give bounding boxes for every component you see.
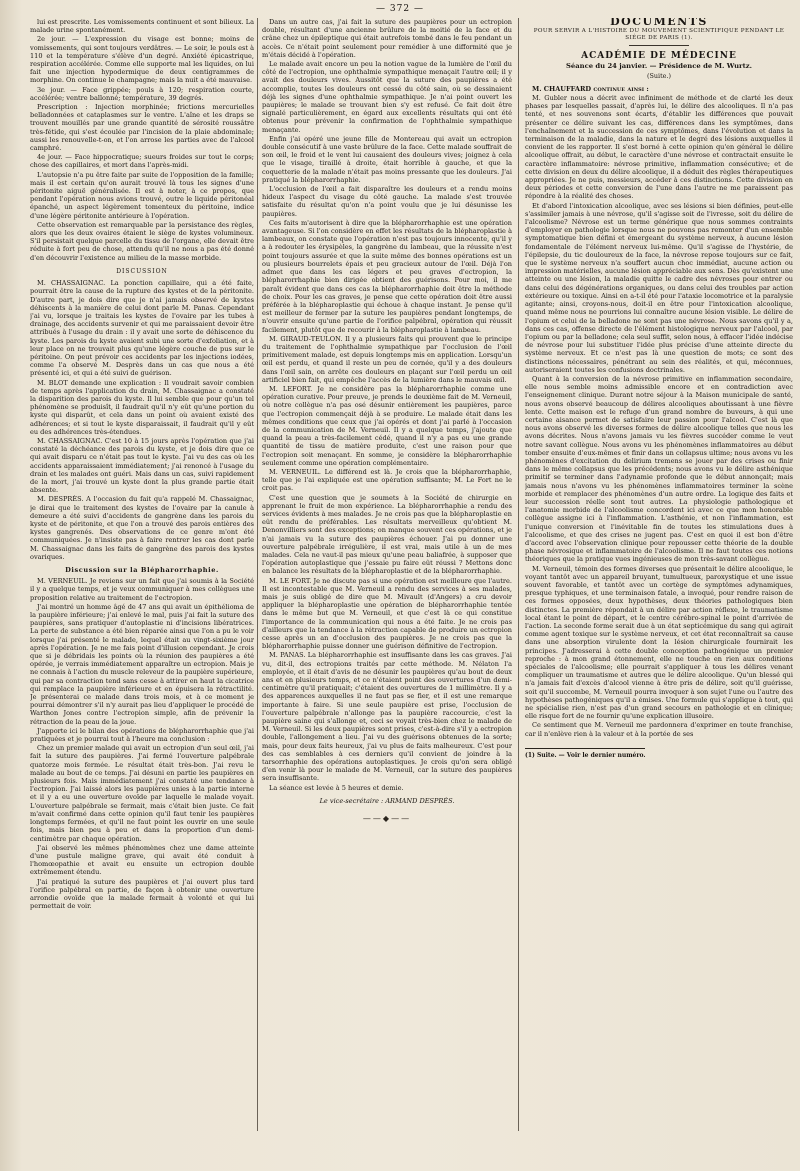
body-paragraph: M. CHASSAIGNAC. C'est 10 à 15 jours après l'opération que j'ai constaté la déchéance des parois du kyste, et je dois dire que ce qui avait disparu ce n'était pas tout le kyste. J'ai vu des cas où les accidents apparaissaient immédiatement; j'ai renoncé à l'usage du drain et les malades ont guéri. Mais dans un cas, suivi rapidement de la mort, j'ai trouvé un kyste dont la plus grande partie était absente. <box>30 436 254 495</box>
body-paragraph: J'ai pratiqué la suture des paupières et j'ai ouvert plus tard l'orifice palpébral en partie, de façon à obtenir une ouverture arrondie ovoïde que la malade fermait à volonté et qui lui permettait de voir. <box>30 877 254 911</box>
body-paragraph: M. VERNEUIL. Le différend est là. Je crois que la blépharorrhaphie, telle que je l'ai expliquée est une opération suffisante; M. Le Fort ne le croit pas. <box>262 467 512 493</box>
body-paragraph: Ces faits m'autorisent à dire que la blépharorrhaphie est une opération avantageuse. Si l'on considère en effet les résultats de la blépharoplastie à lambeaux, on constate que l'opération n'est pas toujours innocente, qu'il y a à redouter les érysipèles, la gangrène du lambeau, que la réussite n'est point toujours assurée et que la suite même des bonnes opérations est un ou plusieurs bourrelets épais et peu gracieux autour de l'œil. Déjà l'on admet que dans les cas légers et peu graves d'ectropion, la blépharorrhaphie bien dirigée obtient des guérisons. Pour moi, il me paraît évident que dans ces cas la blépharorrhaphie doit être la méthode de choix. Pour les cas graves, je pense que cette opération doit être aussi préférée à la blépharoplastie qui échoue à chaque instant. Je pense qu'il est meilleur de fermer par la suture les paupières pendant longtemps, de n'ouvrir ensuite qu'une partie de l'orifice palpébral, opération qui réussit facilement, plutôt que de recourir à la blépharoplastie à lambeau. <box>262 218 512 334</box>
session-line: Séance du 24 janvier. — Présidence de M. Wurtz. <box>565 62 753 71</box>
documents-title: DOCUMENTS <box>610 18 708 28</box>
column-left <box>30 18 254 1161</box>
body-paragraph: 3e jour. — Face grippée; pouls à 120; respiration courte, accélérée; ventre ballonné; température, 39 degrés. <box>30 85 254 102</box>
page-folio: — 372 — <box>376 4 424 14</box>
body-paragraph: Ce sentiment que M. Verneuil me pardonnera d'exprimer en toute franchise, car il n'enlève rien à la valeur et à la portée de ses <box>525 721 793 738</box>
body-paragraph: lui est prescrite. Les vomissements continuent et sont bilieux. La malade urine spontanément. <box>30 18 254 35</box>
body-paragraph: M. PANAS. La blépharorrhaphie est insuffisante dans les cas graves. J'ai vu, dit-il, des ectropions traités par cette méthode. M. Nélaton l'a employée, et il était d'avis de ne désunir les paupières qu'au bout de deux ans et en plusieurs temps, et ce n'étaient point des ouvertures d'un demi-centimètre qu'il pratiquait; c'étaient des ouvertures de 1 millimètre. Il y a des apparences auxquelles il ne faut pas se fier, et il est une remarque importante à faire. Si une seule paupière est prise, l'occlusion de l'ouverture palpébrale n'allonge pas la paupière raccourcie, c'est la paupière saine qui s'allonge et, ceci se voyait très-bien chez le malade de M. Verneuil. Si les deux paupières sont prises, c'est-à-dire s'il y a ectropion double, l'allongement a lieu. J'ai vu des guérisons obtenues de la sorte; mais, pour deux faits heureux, j'ai vu plus de faits malheureux. C'est pour des cas semblables à ces derniers qu'il convient de joindre à la tarsorrhaphie des opérations autoplastiques. Je crois qu'on sera obligé d'en venir là pour le malade de M. Verneuil, car la suture des paupières sera insuffisante. <box>262 651 512 783</box>
body-paragraph: M. DESPRÈS. A l'occasion du fait qu'a rappelé M. Chassaignac, je dirai que le traitement des kystes de l'ovaire par la canule à demeure a été suivi d'accidents de gangrène dans les parois du kyste et de péritonite, et que l'on a trouvé des parois entières des kystes gangrenés. Des observations de ce genre m'ont été communiquées. Je n'insiste pas à faire rentrer les cas dont parle M. Chassaignac dans les faits de gangrène des parois des kystes ovariques. <box>30 495 254 561</box>
body-paragraph: Le malade avait encore un peu la notion vague de la lumière de l'œil du côté de l'ectropion, une ophthalmie sympathique menaçait l'autre œil; il y avait des douleurs vives. Aussitôt que la suture des paupières a été accomplie, toutes les douleurs ont cessé du côté sain, où se dessinaient déjà les signes d'une ophthalmie sympathique. Je n'ai point ouvert les paupières; le malade se trouvant bien s'y est refusé. Ce fait doit être signalé particulièrement, en égard aux excellents résultats qui ont été obtenus pour prévenir la confirmation de l'ophthalmie sympathique menaçante. <box>262 60 512 134</box>
divider <box>629 45 689 46</box>
body-paragraph: Enfin j'ai opéré une jeune fille de Montereau qui avait un ectropion double consécutif à une vaste brûlure de la face. Cette malade souffrait de son œil, le froid et le vent lui causaient des douleurs vives; joignez à cela que le visage, tiraillé à droite, était horrible à gauche, et que la coquetterie de la malade n'était pas moins pressante que les douleurs. J'ai pratiqué la blépharorrhaphie. <box>262 134 512 184</box>
footnote-divider <box>525 748 645 749</box>
body-paragraph: Dans un autre cas, j'ai fait la suture des paupières pour un ectropion double, résultant d'une ancienne brûlure de la moitié de la face et du crâne chez un épileptique qui était autrefois tombé dans le feu pendant un accès. Ce n'était point seulement pour remédier à une difformité que je m'étais décidé à l'opération. <box>262 18 512 59</box>
body-paragraph: Prescription : Injection morphinée; frictions mercurielles belladonnées et cataplasmes sur le ventre. L'aîne et les draps se trouvent mouillés par une grande quantité de sérosité roussâtre très-fétide, qui s'est écoulée par l'incision de la plaie abdominale; aussi les renouvelle-t-on, et l'on arrose les parties avec de l'alcool camphré. <box>30 103 254 153</box>
body-paragraph: Cette observation est remarquable par la persistance des règles, alors que les deux ovaires étaient le siège de kystes volumineux. S'il persistait quelque parcelle du tissu de l'organe, elle devait être réduite à fort peu de chose, attendu qu'il ne nous a pas été donné d'en découvrir l'existence au milieu de la masse morbide. <box>30 220 254 262</box>
body-paragraph: J'apporte ici le bilan des opérations de blépharorrhaphie que j'ai pratiquées et je pourrai tout à l'heure ma conclusion : <box>30 726 254 744</box>
body-paragraph: Quant à la conversion de la névrose primitive en inflammation secondaire, elle nous semble moins admissible encore et en contradiction avec l'enseignement clinique. Durant notre séjour à la Maison municipale de santé, nous avons observé beaucoup de délires alcooliques aboutissant à une fièvre lente. Cette maison est le refuge d'un grand nombre de buveurs, à qui une certaine aisance permet de satisfaire leur passion pour l'alcool. C'est là que nous avons observé les diverses formes de délire alcoolique telles que nous les avons décrites. Nous n'avons jamais vu les fièvres succéder comme le veut notre savant collègue. Nous avons vu les phénomènes inflammatoires au début tomber ensuite d'eux-mêmes et finir dans un collapsus ultime; nous avons vu les phénomènes d'excitation du delirium tremens se jouer par des crises ou finir dans le même collapsus que les précédents; nous avons vu le délire asthénique primitif se terminer dans l'adynamie profonde que le début annonçait; mais jamais nous n'avons vu les phénomènes inflammatoires terminer la scène morbide et remplacer des phénomènes d'un autre ordre. La logique des faits et leur succession réelle sont tout autres. La physiologie pathologique et l'anatomie morbide de l'alcoolisme concordent ici avec ce que mon honorable collègue assigne ici à l'inflammation. L'asthénie, et non l'inflammation, est l'unique conversion et l'inévitable fin de toutes les stimulations dues à l'alcoolisme, et que des crises ne jugent pas. C'est en quoi il est bon d'être d'accord avec l'observation clinique pour repousser cette théorie de la double phase névrosique et inflammatoire de l'alcoolisme. Il ne faut toutes ces notions théoriques que la pratique vues ingénieuses de mon très-savant collègue. <box>525 374 793 564</box>
body-paragraph: 2e jour. — L'expression du visage est bonne; moins de vomissements, qui sont toujours verdâtres. — Le soir, le pouls est à 110 et la température s'élève d'un degré. Anxiété épicastrique, respiration accélérée. Comme elle supporte mal les liquides, on lui fait une injection hypodermique de deux centigrammes de morphine. On continue le champagne; mais la nuit a été mauvaise. <box>30 35 254 85</box>
section-heading-blepharorrhaphie: Discussion sur la Blépharorrhaphie. <box>65 566 219 574</box>
documents-subtitle: POUR SERVIR A L'HISTOIRE DU MOUVEMENT SCIENTIFIQUE PENDANT LE SIÉGE DE PARIS (1). <box>533 28 785 42</box>
body-paragraph: M. VERNEUIL. Je reviens sur un fait que j'ai soumis à la Société il y a quelque temps, et je veux communiquer à mes collègues une proposition relative au traitement de l'ectropion. <box>30 577 254 602</box>
body-paragraph: L'autopsie n'a pu être faite par suite de l'opposition de la famille; mais il est certain qu'on aurait trouvé là tous les signes d'une péritonite aiguë généralisée. Il est à noter, à ce propos, que pendant l'opération nous avions trouvé, outre le liquide péritonéal épanché, un aspect légèrement tomenteux du péritoine, indice d'une légère péritonite antérieure à l'opération. <box>30 170 254 220</box>
body-paragraph: M. LEFORT. Je ne considère pas la blépharorrhaphie comme une opération curative. Pour preuve, je prends le deuxième fait de M. Verneuil, où notre collègue n'a pas osé désunir entièrement les paupières, parce que l'ectropion commençait déjà à se produire. Le malade était dans les mêmes conditions que ceux que j'ai opérés et dont j'ai parlé à l'occasion de la communication de M. Verneuil. Il y a quelque temps, j'ajoute que quand la peau a très-facilement cédé, quand il n'y a pas eu une grande quantité de tissu de matière produite, c'est une raison pour que l'ectropion soit menaçant. En somme, je considère la blépharorrhaphie seulement comme une opération complémentaire. <box>262 384 512 467</box>
footnote: (1) Suite. — Voir le dernier numéro. <box>525 751 646 759</box>
body-paragraph: 4e jour. — Face hippocratique; sueurs froides sur tout le corps; chose des capillaires, et mort dans l'après-midi. <box>30 153 254 170</box>
speaker-line: M. CHAUFFARD continue ainsi : <box>532 84 649 93</box>
academy-heading: ACADÉMIE DE MÉDECINE <box>581 51 737 62</box>
body-paragraph: M. CHASSAIGNAC. La ponction capillaire, qui a été faite, pourrait être la cause de la rupture des kystes et de la péritonite. D'autre part, je dois dire que je n'ai jamais observé de kystes déhiscents à la manière de celui dont parle M. Panas. Cependant j'ai vu, lorsque je traitais les kystes de l'ovaire par les tubes à drainage, des accidents survenir et qui me paraissaient devoir être attribués à l'usage du drain : il y avait une sorte de déhiscence du kyste. Les parois du kyste avaient subi une sorte d'exfoliation, et à leur place on ne trouvait plus qu'une légère couche de pus sur le péritoine. On peut prévoir ces accidents par les injections iodées, comme l'a observé M. Desprès dans un cas que nous a été présenté ici, et qui a été suivi de guérison. <box>30 279 254 378</box>
body-paragraph: J'ai montré un homme âgé de 47 ans qui avait un épithélioma de la paupière inférieure; j'ai enlevé le mal, puis j'ai fait la suture des paupières, sans pratiquer d'autoplastie ni d'incisions libératrices. La perte de substance a été bien réparée ainsi que l'on a pu le voir lorsque j'ai présenté le malade, lequel était au vingt-sixième jour après l'opération. Je ne me fais point d'illusion cependant. Je crois que si je débridais les points où la réunion des paupières a été opérée, je verrais immédiatement apparaître un ectropion. Mais je ne connais à l'action du muscle releveur de la paupière supérieure, qui par sa contraction tend sans cesse à attirer en haut la cicatrice qui remplace la paupière inférieure et en épuisera la rétractilité. Je présenterai ce malade dans trois mois, et à ce moment je pourrai démontrer s'il n'y aurait pas lieu d'appliquer le procédé de Warthon Jones contre l'ectropion simple, afin de prévenir la rétraction de la peau de la joue. <box>30 602 254 726</box>
body-paragraph: J'ai observé les mêmes phénomènes chez une dame atteinte d'une pustule maligne grave, qui avait été conduit à l'homœopathie et avait eu ensuite un ectropion double extrêmement étendu. <box>30 843 254 877</box>
body-paragraph: M. Verneuil, témoin des formes diverses que présentait le délire alcoolique, le voyant tantôt avec un appareil bruyant, tumultueux, paroxystique et une issue souvent favorable, et tantôt avec un cortège de symptômes adynamiques, presque typhiques, et une terminaison fatale, a invoqué, pour rendre raison de ces formes opposées, deux hypothèses, deux théories pathologiques bien distinctes. La première répondait à un délire par action réflexe, le traumatisme local étant le point de départ, et le centre cérébro-spinal le point d'arrivée de l'action. La seconde forme serait due à un état septicémique du sang qui agirait comme agent toxique sur le système nerveux, et cet état reconnaîtrait sa cause dans une absorption virulente dont la lésion chirurgicale fournirait les principes. J'adresserai à cette double conception pathogénique un premier reproche : à mon grand étonnement, elle ne touche en rien aux conditions spéciales de l'alcoolisme; elle pourrait s'appliquer à tous les délires venant compliquer un traumatisme et autres que le délire alcoolique. Qu'un blessé qui n'a jamais fait d'excès d'alcool vienne à être pris de délire, soit qu'il guérisse, soit qu'il succombe, M. Verneuil pourra invoquer à son sujet l'une ou l'autre des hypothèses pathogéniques qu'il a émises. Une formule qui s'applique à tout, qui ne spécialise rien, n'est pas d'un grand secours en pathologie et en clinique; elle risque fort de ne fournir qu'une explication illusoire. <box>525 564 793 721</box>
body-paragraph: M. Gubler nous a décrit avec infiniment de méthode et de clarté les deux phases par lesquelles passait, d'après lui, le délire des alcooliques. Il n'a pas tenté, et nes souvenons sont écarts, d'établir les différences que pouvait présenter ce délire suivant les cas, différences dans les symptômes, dans l'enchaînement et la succession de ces symptômes, dans l'évolution et dans la terminaison de la maladie, dans la nature et le degré des lésions auxquelles il convient de les rapporter. Il s'est borné à cette opinion qu'en général le délire alcoolique offrait, au début, le caractère d'une névrose et contractait ensuite le caractère inflammatoire: névrose primitive, inflammation consécutive; et de cette division en deux du délire alcoolique, il a déduit des règles thérapeutiques appropriées. Je ne puis, messieurs, accéder à ces distinctions. Cette division en deux périodes et cette conversion de l'une dans l'autre ne me paraissent pas répondre à la réalité des choses. <box>525 94 793 201</box>
body-paragraph: M. GIRAUD-TEULON. Il y a plusieurs faits qui prouvent que le principe du traitement de l'ophthalmie sympathique par l'occlusion de l'œil primitivement malade, est depuis longtemps mis en application. Lorsqu'un œil est perdu, et quand il reste un peu de cornée, qu'il y a des douleurs dans l'œil sain, on arrête ces douleurs en plaçant sur l'œil perdu un œil artificiel bien fait, qui empêche l'accès de la lumière dans le mauvais œil. <box>262 334 512 384</box>
column-right <box>525 18 793 1161</box>
section-ornament: ——◆—— <box>362 814 412 824</box>
body-paragraph: M. BLOT demande une explication : Il voudrait savoir combien de temps après l'application du drain, M. Chassaignac a constaté la disparition des parois du kyste. Il lui semble que pour qu'un tel phénomène se produisît, il faudrait qu'il n'y eût qu'une portion du kyste qui disparût, et cela dans un point où avaient existé des adhérences; et si tout le kyste disparaissait, il faudrait qu'il y eût eu des adhérences très-étendues. <box>30 378 254 436</box>
body-paragraph: L'occlusion de l'œil a fait disparaître les douleurs et a rendu moins hideux l'aspect du visage du côté gauche. La malade s'est trouvée satisfaite du résultat qu'on n'a point voulu que je lui désunisse les paupières. <box>262 185 512 218</box>
body-paragraph: Chez un premier malade qui avait un ectropion d'un seul œil, j'ai fait la suture des paupières. J'ai fermé l'ouverture palpébrale quatorze mois fermée. Le résultat était très-bon. J'ai revu le malade au bout de ce temps. J'ai désuni en partie les paupières en plusieurs fois. Mais immédiatement j'ai constaté une tendance à l'ectropion. J'ai laissé alors les paupières unies à la partie interne et il y a eu une ouverture ovoïde par laquelle le malade voyait. L'ouverture palpébrale se fermait, mais c'était bien juste. Ce fait m'avait confirmé dans cette opinion qu'il faut tenir les paupières longtemps fermées, et qu'il ne faut point les ouvrir en une seule fois, mais bien peu à peu et dans la proportion d'un demi-centimètre par chaque opération. <box>30 744 254 843</box>
body-paragraph: C'est une question que je soumets à la Société de chirurgie en apprenant le fruit de mon expérience. La blépharorrhaphie a rendu des services évidents à mes malades. Je ne crois pas que la blépharoplastie en eût rendu de préférables. Les résultats merveilleux qu'obtient M. Denonvilliers sont des exceptions; on manque souvent ces opérations, et je n'ai jamais vu la suture des paupières échouer. J'ai pu donner une ouverture palpébrale irrégulière, il est vrai, mais utile à un de mes malades. Cela ne vaut-il pas mieux qu'une peau baliafrée, à supposer que l'opération autoplastique que j'essaie pu faire eût réussi ? Mettons donc en balance les résultats de la blépharoplastie et de la blépharorrhaphie. <box>262 493 512 576</box>
body-paragraph: M. LE FORT. Je ne discute pas si une opération est meilleure que l'autre. Il est incontestable que M. Verneuil a rendu des services à ses malades, mais je suis obligé de dire que M. Mivault (d'Angers) a cru devoir appliquer la blépharoplastie une opération de blépharorrhaphie tentée dans le même but que M. Verneuil, et que c'est là ce qui constitue l'importance de la communication qui nous a été faite. Je ne crois pas d'ailleurs que la tendance à la rétraction capable de produire un ectropion cesse après un an d'occlusion des paupières. Je ne crois pas que la blépharorrhaphie puisse donner une guérison définitive de l'ectropion. <box>262 576 512 651</box>
body-paragraph: La séance est levée à 5 heures et demie. <box>269 783 404 792</box>
column-divider <box>518 18 519 1131</box>
column-divider <box>257 18 258 1131</box>
body-paragraph: Et d'abord l'intoxication alcoolique, avec ses lésions si bien définies, peut-elle s'assimiler jamais à une névrose, qu'il s'agisse soit de l'ivresse, soit du délire de l'alcoolisme? Névrose est un terme générique que nous sommes contraints d'employer en pathologie lorsque nous ne pouvons pas remonter d'un ensemble symptomatique bien défini et émergeant du système nerveux, à aucune lésion fondamentale de l'élément nerveux lui-même. Qu'il s'agisse de l'hystérie, de l'épilepsie, du tic douloureux de la face, la névrose repose toujours sur ce fait, que le système nerveux n'a souffert aucun choc immédiat, aucune action ou impression matérielles, aucune lésion appréciable aux sens. Dès qu'existent une atteinte ou une lésion, la maladie quitte le cadre des névroses pour entrer ou dans celui des dégénérations organiques, ou dans celui des troubles par action extérieure ou toxique. Ainsi en a-t-il été pour l'ataxie locomotrice et la paralysie agitante; ainsi, croyons-nous, doit-il en être pour l'intoxication alcoolique, quand même nous ne pourrions lui connaître aucune lésion visible. Le délire de l'opium et celui de la belladone ne sont pas une névrose. Nous savons qu'il y a, dans ces cas, offense directe de l'élément histologique nerveux par l'alcool, par l'opium ou par la belladone; cela seul suffit, selon nous, à effacer l'idée indécise de névrose pour lui substituer l'idée plus précise d'une atteinte directe du système nerveux. Et ce n'est pas là une question de mots; ce sont des distinctions nécessaires, pénétrant au sein des réalités, et qui, méconnues, autoriseraient toutes les confusions doctrinales. <box>525 201 793 374</box>
section-heading-discussion: DISCUSSION <box>116 267 168 275</box>
column-middle <box>262 18 512 1161</box>
suite-label: (Suite.) <box>647 71 671 80</box>
signature-line: Le vice-secrétaire : ARMAND DESPRÈS. <box>319 796 455 805</box>
